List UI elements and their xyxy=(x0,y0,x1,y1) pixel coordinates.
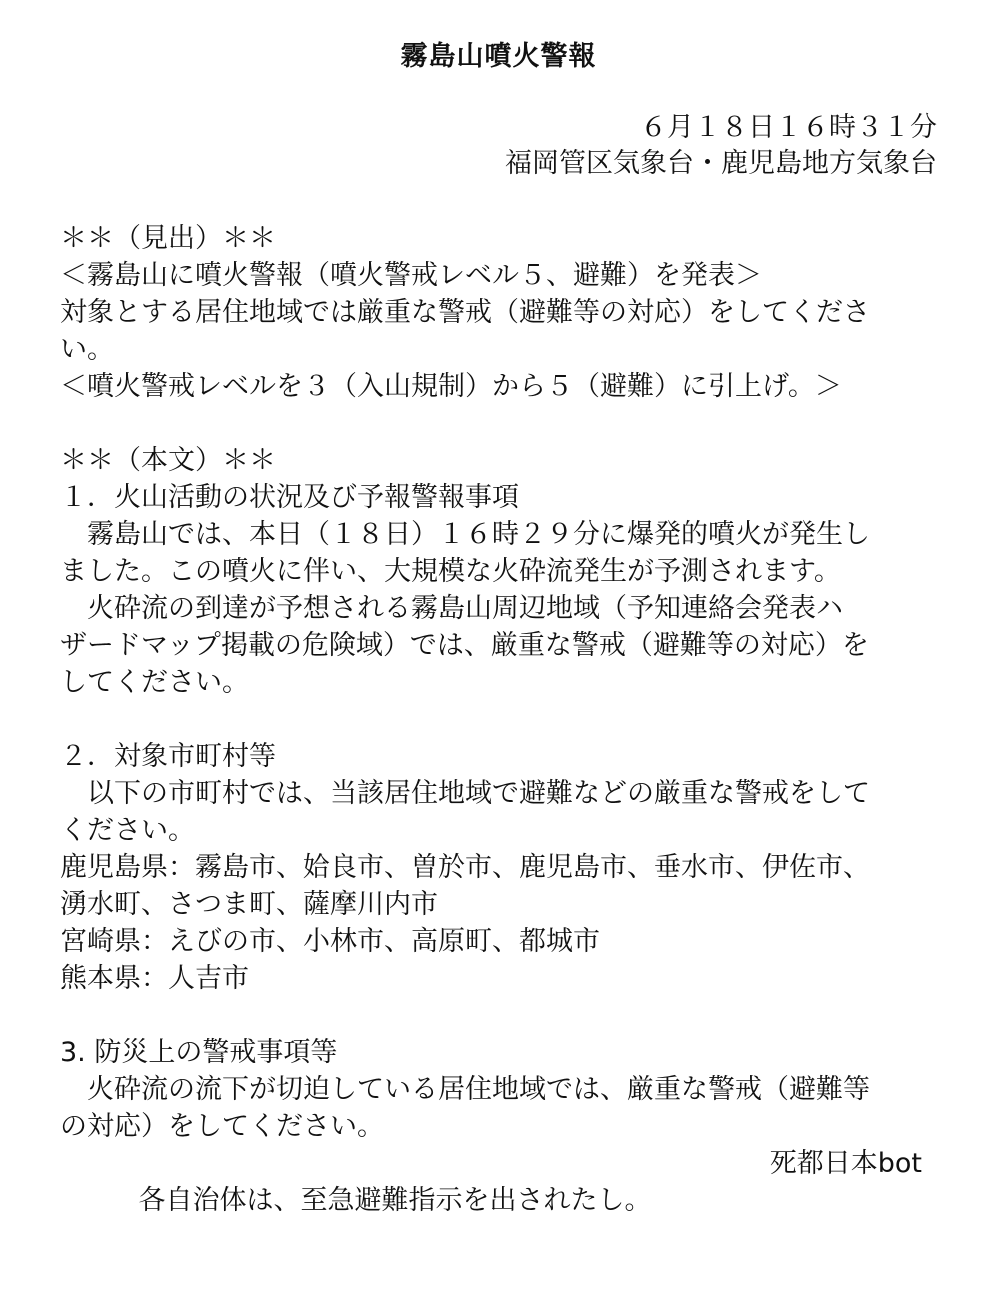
main-text-heading: ＊＊（本文）＊＊ xyxy=(60,445,276,476)
spacer xyxy=(60,701,940,738)
section2-line: ください。 xyxy=(60,815,195,846)
issue-datetime: ６月１８日１６時３１分 xyxy=(640,112,937,143)
section2-line: 湧水町、さつま町、薩摩川内市 xyxy=(60,889,438,920)
section1-line: ました。この噴火に伴い、大規模な火砕流発生が予測されます。 xyxy=(60,556,841,587)
issue-info xyxy=(505,110,937,182)
section1-line: 火砕流の到達が予想される霧島山周辺地域（予知連絡会発表ハ xyxy=(60,593,843,624)
issuer: 福岡管区気象台・鹿児島地方気象台 xyxy=(505,148,937,179)
section3-line: 火砕流の流下が切迫している居住地域では、厳重な警戒（避難等 xyxy=(60,1074,870,1105)
section1-line: してください。 xyxy=(60,667,249,698)
section3-line: 各自治体は、至急避難指示を出されたし。 xyxy=(111,1185,652,1216)
headline-line: ＜噴火警戒レベルを３（入山規制）から５（避難）に引上げ。＞ xyxy=(60,371,842,402)
headline-heading: ＊＊（見出）＊＊ xyxy=(60,223,276,254)
section1-line: ザードマップ掲載の危険域）では、厳重な警戒（避難等の対応）を xyxy=(60,630,869,661)
section2-line: 鹿児島県：霧島市、姶良市、曽於市、鹿児島市、垂水市、伊佐市、 xyxy=(60,852,870,883)
section1-line: 霧島山では、本日（１８日）１６時２９分に爆発的噴火が発生し xyxy=(60,519,870,550)
headline-line: 対象とする居住地域では厳重な警戒（避難等の対応）をしてくださ xyxy=(60,297,870,328)
signature: 死都日本bot xyxy=(769,1148,922,1179)
section3-last-row xyxy=(60,1145,940,1216)
section2-line: 宮崎県：えびの市、小林市、高原町、都城市 xyxy=(60,926,600,957)
section2-heading: ２．対象市町村等 xyxy=(60,741,276,772)
section2-line: 熊本県：人吉市 xyxy=(60,963,249,994)
section1-heading: １．火山活動の状況及び予報警報事項 xyxy=(60,482,519,513)
headline-line: い。 xyxy=(60,334,114,365)
section3-line: の対応）をしてください。 xyxy=(60,1111,384,1142)
section2-line: 以下の市町村では、当該居住地域で避難などの厳重な警戒をして xyxy=(60,778,870,809)
spacer xyxy=(60,997,940,1034)
document-body xyxy=(60,220,940,1216)
section3-heading: 3. 防災上の警戒事項等 xyxy=(60,1037,338,1068)
spacer xyxy=(60,405,940,442)
document-title: 霧島山噴火警報 xyxy=(400,41,597,72)
headline-line: ＜霧島山に噴火警報（噴火警戒レベル５、避難）を発表＞ xyxy=(60,260,762,291)
